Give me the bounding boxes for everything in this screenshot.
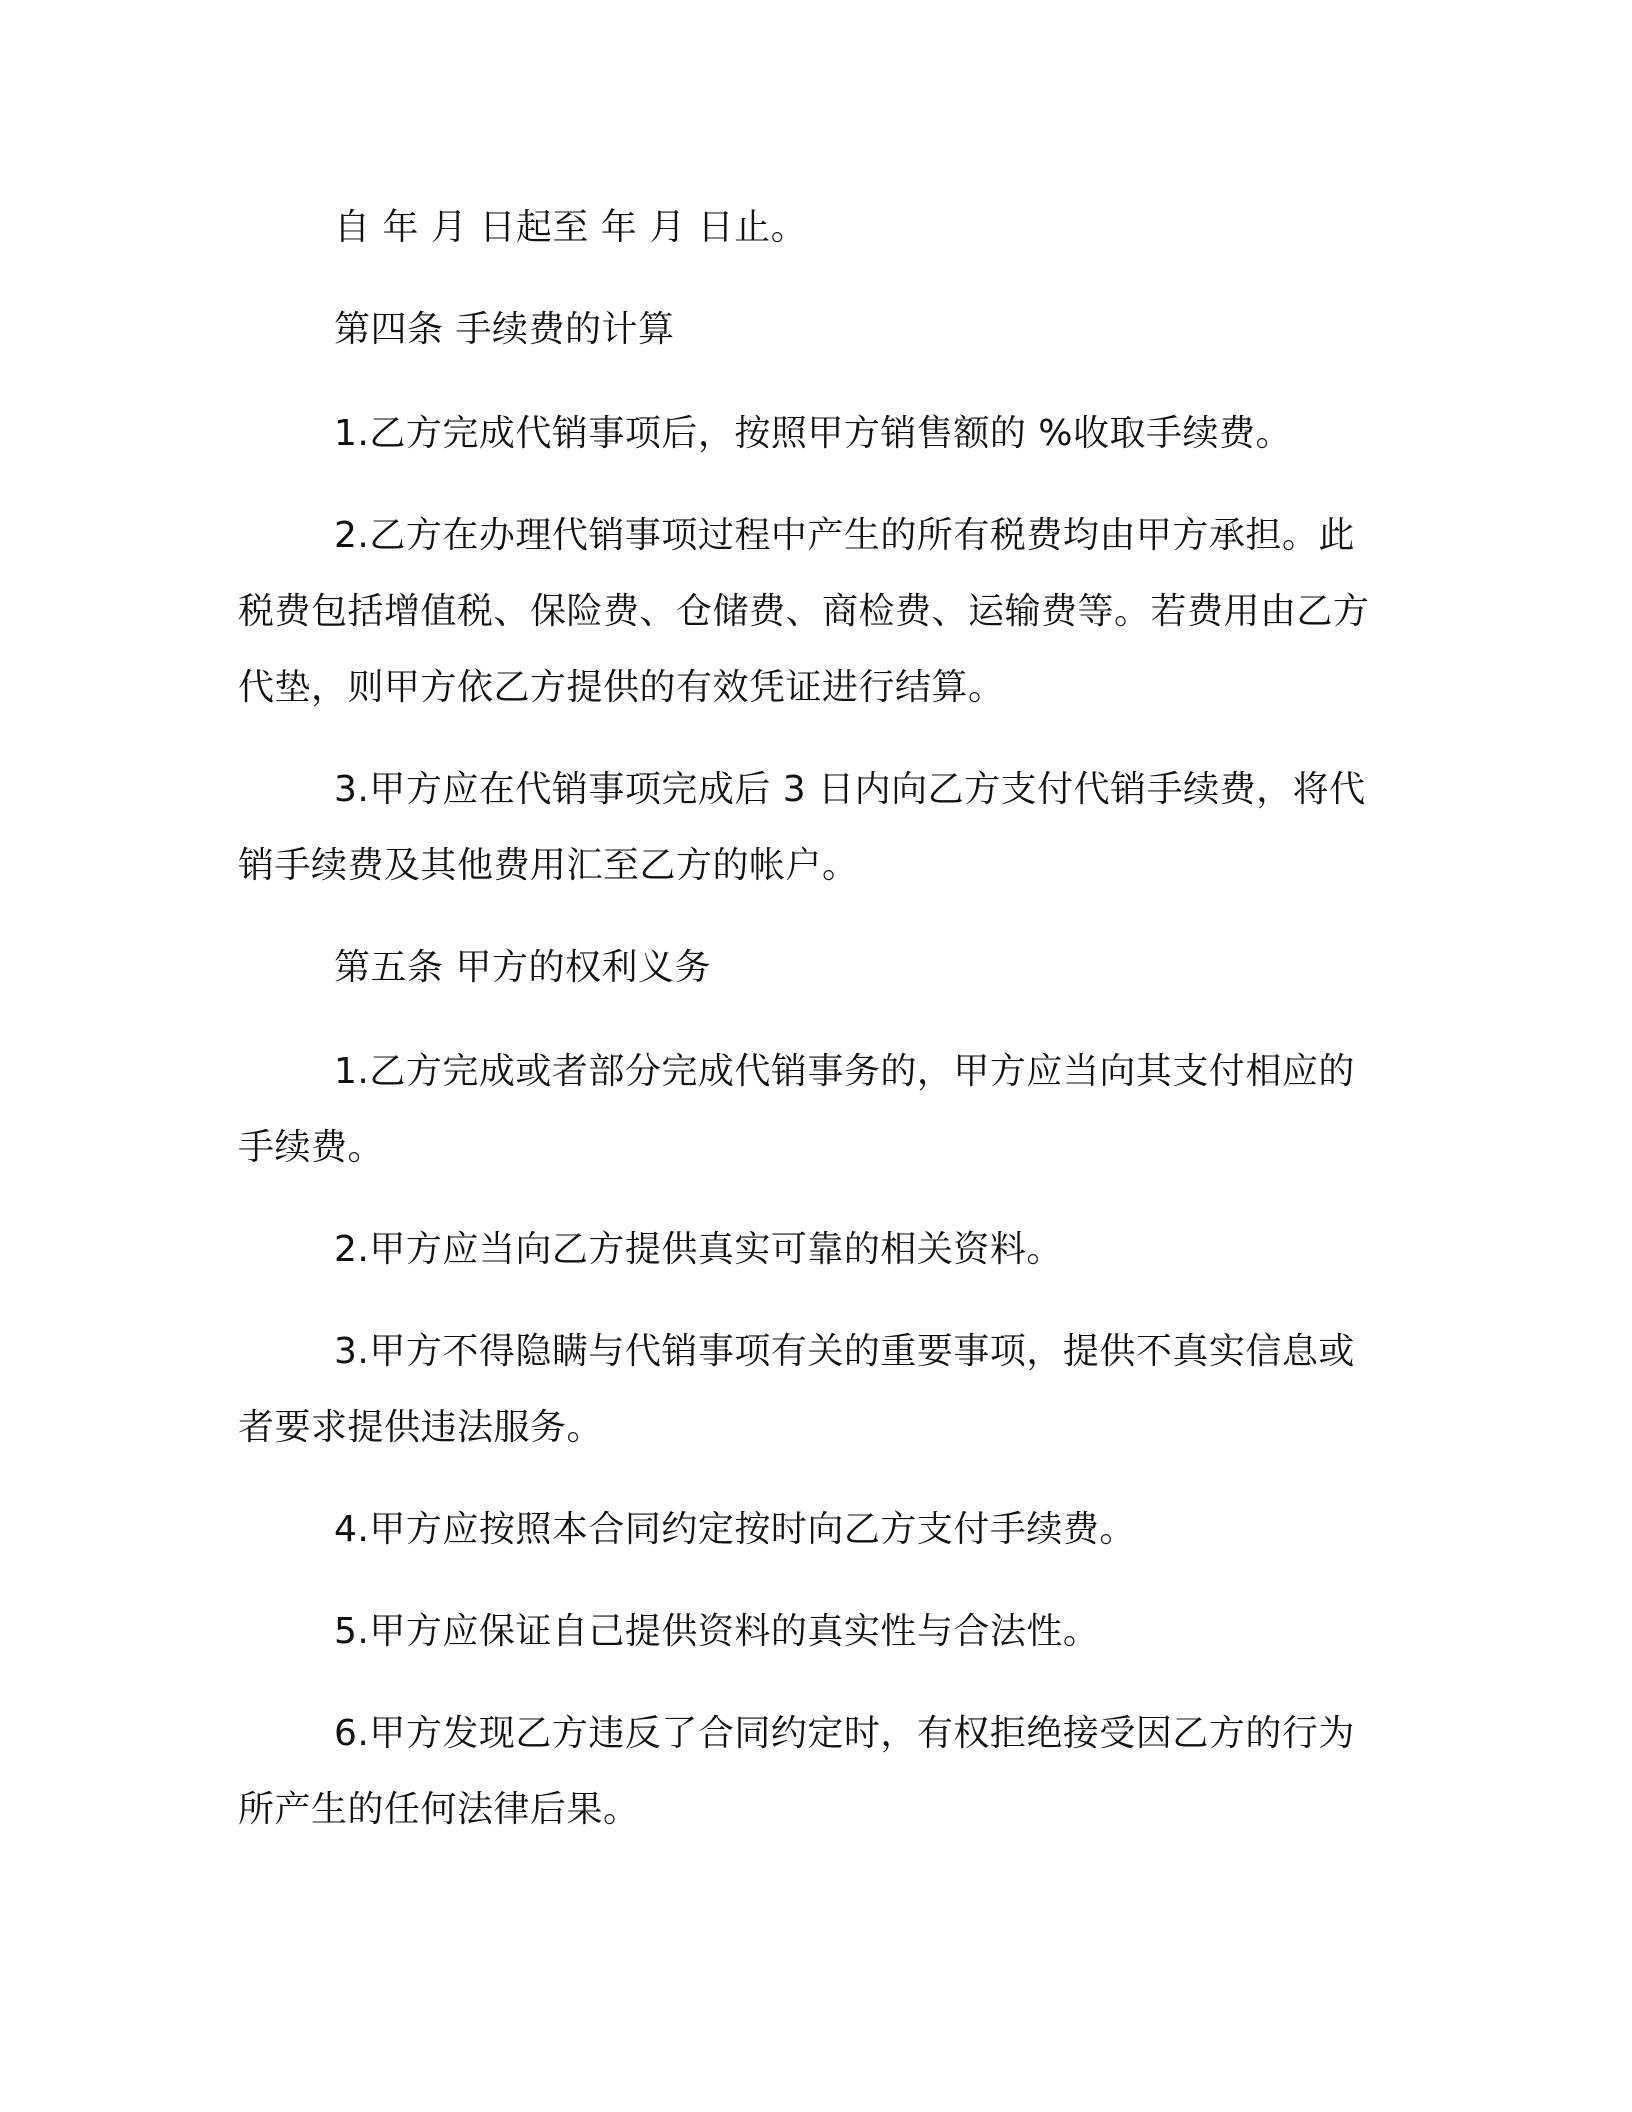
article-5-heading: 第五条 甲方的权利义务 [334, 947, 711, 988]
article-5-item-2: 2.甲方应当向乙方提供真实可靠的相关资料。 [334, 1229, 1063, 1270]
article-5-item-4: 4.甲方应按照本合同约定按时向乙方支付手续费。 [334, 1509, 1136, 1550]
article-5-item-3: 3.甲方不得隐瞒与代销事项有关的重要事项，提供不真实信息或者要求提供违法服务。 [238, 1331, 1355, 1448]
article-4-heading: 第四条 手续费的计算 [334, 309, 675, 350]
article-5-item-5: 5.甲方应保证自己提供资料的真实性与合法性。 [334, 1611, 1100, 1652]
article-4-item-2: 2.乙方在办理代销事项过程中产生的所有税费均由甲方承担。此税费包括增值税、保险费、仓储费、商检费、运输费等。若费用由乙方代垫，则甲方依乙方提供的有效凭证进行结算。 [238, 515, 1370, 708]
article-5-item-1: 1.乙方完成或者部分完成代销事务的，甲方应当向其支付相应的手续费。 [238, 1051, 1355, 1168]
article-4-item-3: 3.甲方应在代销事项完成后 3 日内向乙方支付代销手续费，将代销手续费及其他费用汇至乙方的帐户。 [238, 769, 1366, 886]
article-5-item-6: 6.甲方发现乙方违反了合同约定时，有权拒绝接受因乙方的行为所产生的任何法律后果。 [238, 1713, 1355, 1830]
term-period-text: 自 年 月 日起至 年 月 日止。 [334, 207, 808, 248]
document-body [238, 190, 1378, 1874]
article-4-item-1: 1.乙方完成代销事项后，按照甲方销售额的 %收取手续费。 [334, 413, 1292, 454]
